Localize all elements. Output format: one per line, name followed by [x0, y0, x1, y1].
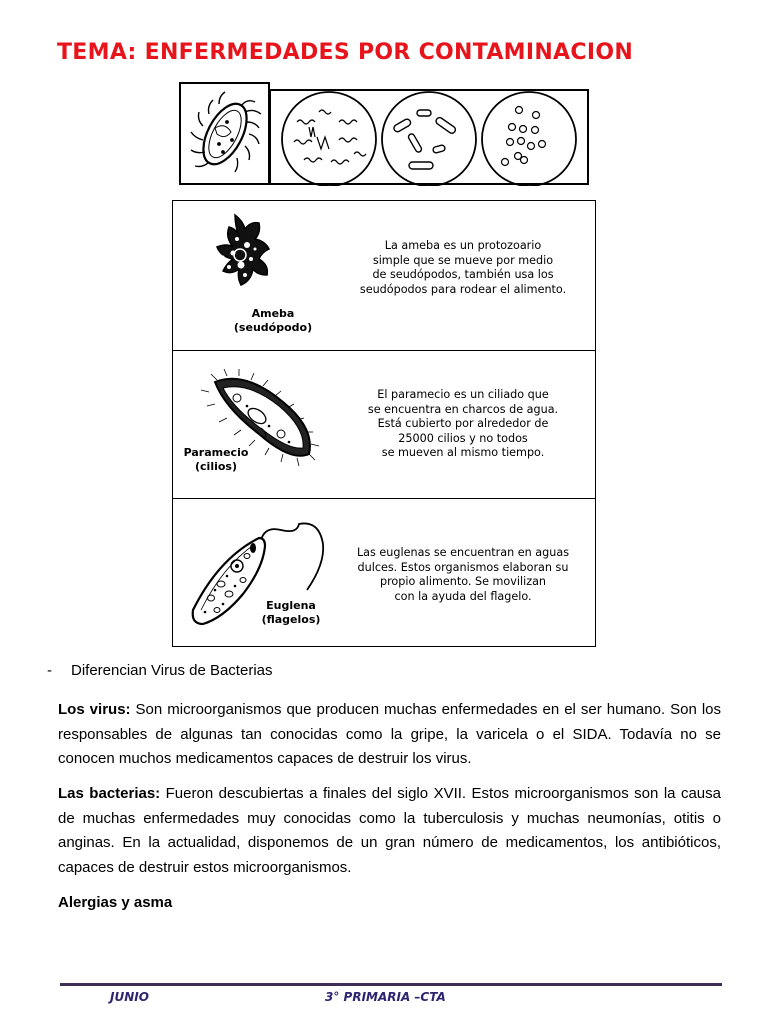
amoeba-caption: Ameba (seudópodo)	[233, 307, 313, 334]
virus-label: Los virus:	[58, 701, 131, 718]
bullet-text: Diferencian Virus de Bacterias	[71, 662, 273, 679]
footer-divider	[60, 983, 722, 986]
footer-month: JUNIO	[110, 990, 149, 1004]
bacterias-paragraph	[58, 782, 721, 880]
euglena-caption: Euglena (flagelos)	[261, 599, 321, 626]
protozoa-table	[172, 200, 596, 647]
table-row	[173, 201, 595, 351]
virus-paragraph	[58, 698, 721, 772]
euglena-description: Las euglenas se encuentran en aguas dulces. Estos organismos elaboran su propio alimento. Se movilizan con la ayuda del flagelo.	[356, 546, 570, 603]
table-row	[173, 498, 595, 646]
amoeba-icon	[193, 209, 293, 309]
page-title: TEMA: ENFERMEDADES POR CONTAMINACION	[57, 40, 634, 65]
footer-course: 3° PRIMARIA –CTA	[325, 990, 446, 1004]
bacterias-label: Las bacterias:	[58, 785, 161, 802]
paramecium-caption: Paramecio (cilios)	[183, 446, 249, 473]
amoeba-description: La ameba es un protozoario simple que se mueve por medio de seudópodos, también usa los seudópodos para rodear el alimento.	[359, 239, 567, 296]
paramecium-description: El paramecio es un ciliado que se encuentra en charcos de agua. Está cubierto por alrededor de 25000 cilios y no todos se mueven al mismo tiempo.	[367, 388, 559, 459]
bacterias-text: Fueron descubiertas a finales del siglo XVII. Estos microorganismos son la causa de muchas enfermedades muy conocidas como la tuberculosis y muchas neumonías, otitis o anginas. En la actualidad, disponemos de un gran número de medicamentos, los antibióticos, capaces de destruir estos microorganismos.	[58, 785, 721, 876]
bullet-marker: -	[47, 662, 52, 679]
bullet-item	[47, 662, 273, 679]
section-heading: Alergias y asma	[58, 894, 173, 911]
table-row	[173, 350, 595, 499]
microorganism-strip	[179, 82, 589, 186]
virus-text: Son microorganismos que producen muchas enfermedades en el ser humano. Son los responsables de algunas tan conocidas como la gripe, la varicela o el SIDA. Todavía no se conocen muchos medicamentos capaces de destruir los virus.	[58, 701, 721, 767]
